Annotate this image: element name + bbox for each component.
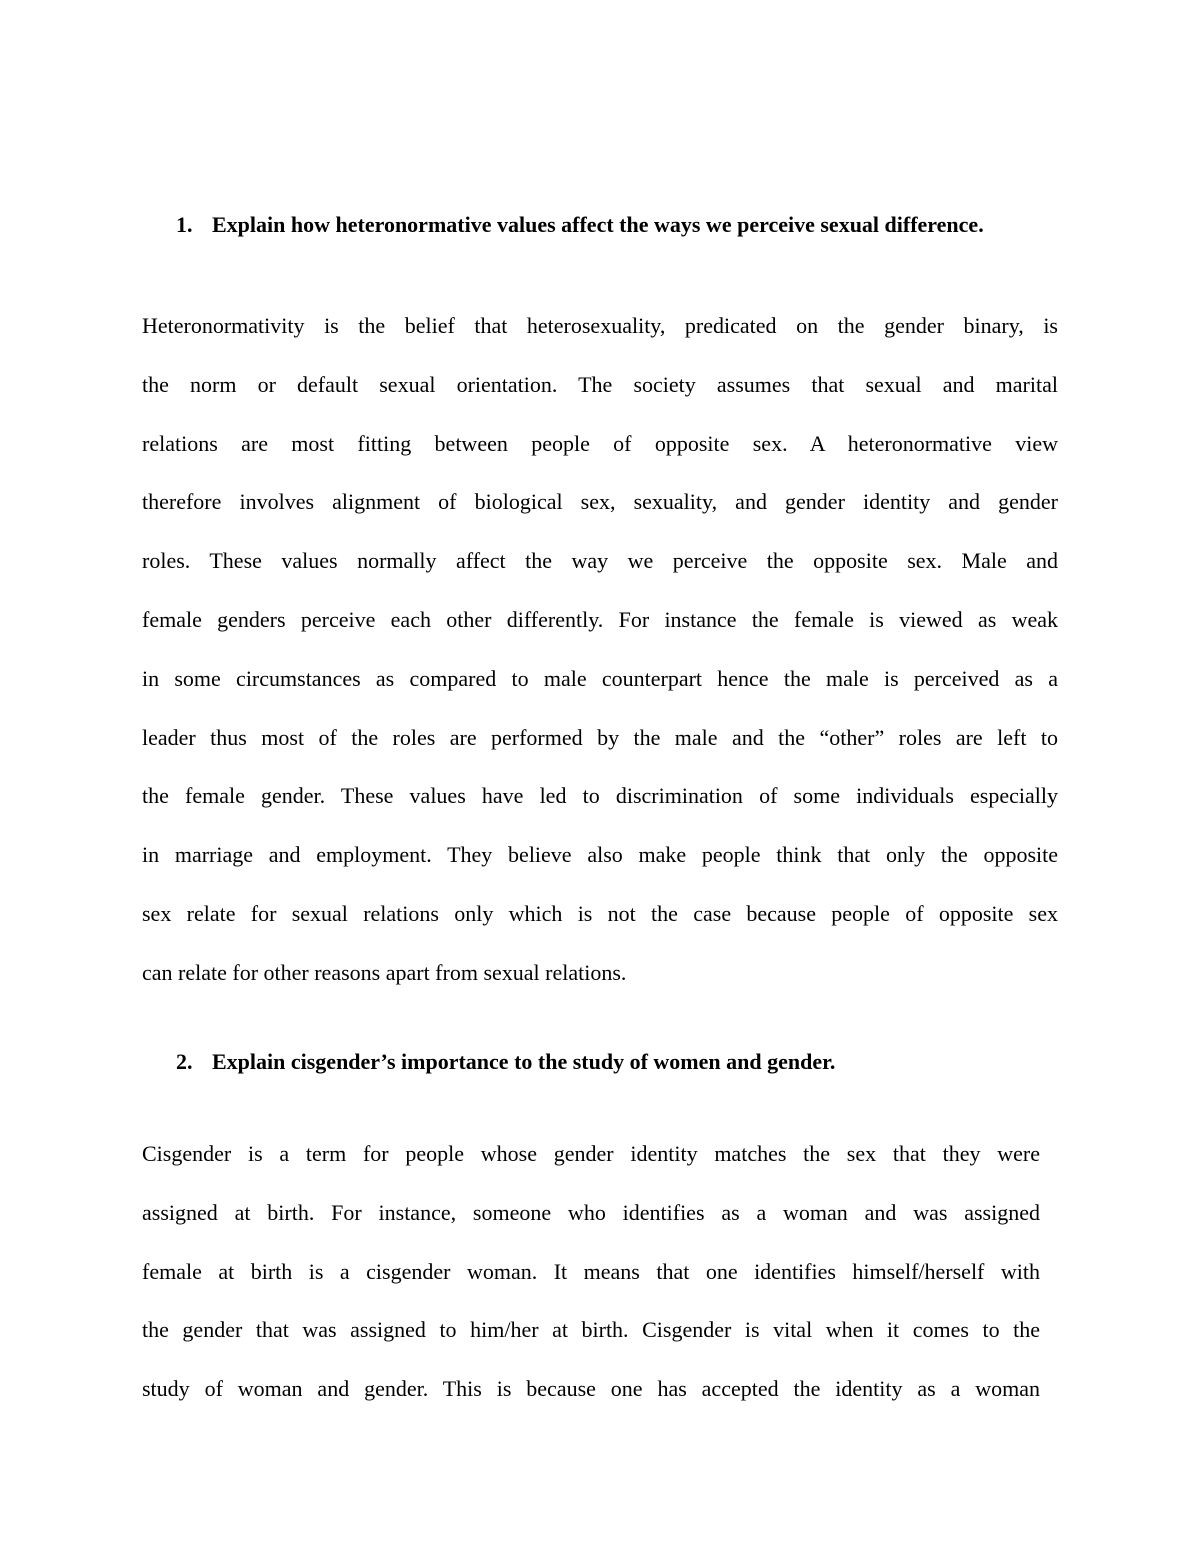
question-number: 1. (176, 212, 193, 237)
paragraph-line: study of woman and gender. This is because one has accepted the identity as a woman (142, 1376, 1040, 1402)
question-number: 2. (176, 1049, 193, 1074)
question-2-heading (176, 1046, 1016, 1078)
question-1-heading (176, 209, 1016, 241)
paragraph-line: in marriage and employment. They believe also make people think that only the opposite (142, 842, 1058, 868)
paragraph-line: sex relate for sexual relations only which is not the case because people of opposite sex (142, 900, 1058, 926)
paragraph-line: the norm or default sexual orientation. The society assumes that sexual and marital (142, 371, 1058, 397)
paragraph-line: female at birth is a cisgender woman. It means that one identifies himself/herself with (142, 1258, 1040, 1284)
paragraph-line: the gender that was assigned to him/her at birth. Cisgender is vital when it comes to the (142, 1317, 1040, 1343)
paragraph-line: roles. These values normally affect the way we perceive the opposite sex. Male and (142, 548, 1058, 574)
paragraph-line: therefore involves alignment of biological sex, sexuality, and gender identity and gender (142, 489, 1058, 515)
paragraph-line: leader thus most of the roles are performed by the male and the “other” roles are left to (142, 724, 1058, 750)
paragraph-line: female genders perceive each other differently. For instance the female is viewed as weak (142, 606, 1058, 632)
answer-1-paragraph (142, 310, 1058, 1016)
answer-2-paragraph (142, 1138, 1040, 1432)
paragraph-line: relations are most fitting between people of opposite sex. A heteronormative view (142, 430, 1058, 456)
paragraph-line: can relate for other reasons apart from sexual relations. (142, 959, 627, 985)
question-text: Explain cisgender’s importance to the study of women and gender. (212, 1049, 836, 1074)
paragraph-line: Cisgender is a term for people whose gender identity matches the sex that they were (142, 1141, 1040, 1166)
paragraph-line: in some circumstances as compared to male counterpart hence the male is perceived as a (142, 665, 1058, 691)
question-text: Explain how heteronormative values affect the ways we perceive sexual difference. (212, 212, 984, 237)
paragraph-line: assigned at birth. For instance, someone who identifies as a woman and was assigned (142, 1199, 1040, 1225)
paragraph-line: the female gender. These values have led to discrimination of some individuals especially (142, 783, 1058, 809)
paragraph-line: Heteronormativity is the belief that heterosexuality, predicated on the gender binary, is (142, 313, 1058, 338)
